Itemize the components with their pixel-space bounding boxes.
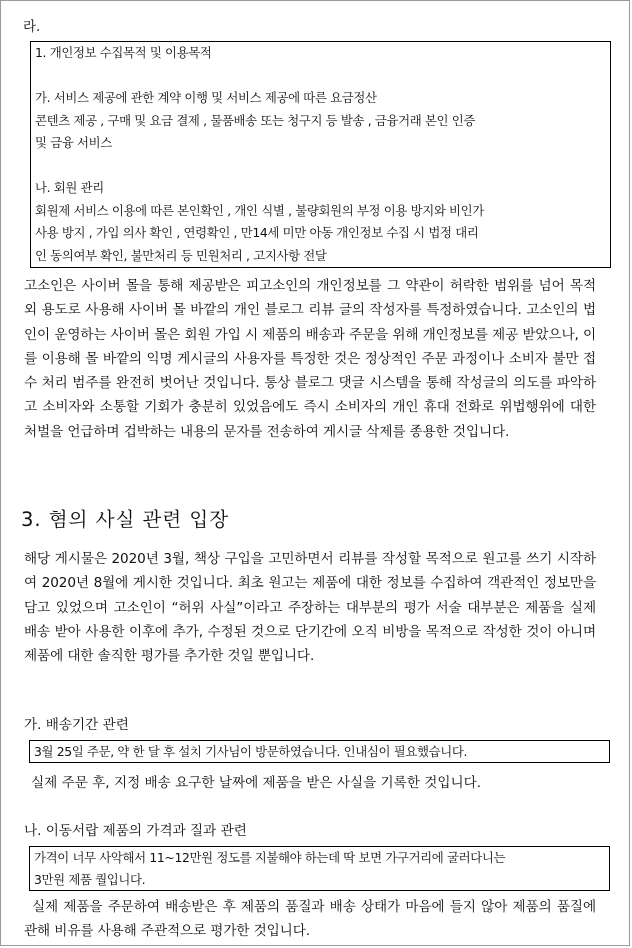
quote-line: 가격이 너무 사악해서 11~12만원 정도를 지불해야 하는데 딱 보면 가구거리에 굴러다니는	[34, 850, 506, 865]
box-line: 콘텐츠 제공 , 구매 및 요금 결제 , 물품배송 또는 청구지 등 발송 , 금융거래 본인 인증	[35, 112, 476, 128]
box-spacer	[35, 155, 606, 178]
delivery-explanation: 실제 주문 후, 지정 배송 요구한 날짜에 제품을 받은 사실을 기록한 것입니다.	[31, 775, 482, 791]
privacy-terms-box	[30, 41, 611, 268]
complaint-paragraph: 고소인은 사이버 몰을 통해 제공받은 피고소인의 개인정보를 그 약관이 허락한 범위를 넘어 목적 외 용도로 사용해 사이버 몰 바깥의 개인 블로그 리뷰 글의 작성자를 특정하였습니다. 고소인의 법인이 운영하는 사이버 몰은 회원 가입 시 제품의 배송과 주문을 위해 개인정보를 제공 받았으나, 이를 이용해 몰 바깥의 익명 게시글의 사용자를 특정한 것은 정상적인 주문 과정이나 소비자 불만 접수 처리 범주를 완전히 벗어난 것입니다. 통상 블로그 댓글 시스템을 통해 작성글의 의도를 파악하고 소비자와 소통할 기회가 충분히 있었음에도 즉시 소비자의 개인 휴대 전화로 위법행위에 대한 처벌을 언급하며 겁박하는 내용의 문자를 전송하여 게시글 삭제를 종용한 것입니다.	[24, 278, 596, 440]
box-line: 인 동의여부 확인, 불만처리 등 민원처리 , 고지사항 전달	[35, 247, 327, 263]
box-spacer	[35, 65, 606, 88]
quote-line: 3만원 제품 퀄입니다.	[34, 871, 146, 887]
section-heading: 3. 혐의 사실 관련 입장	[21, 508, 230, 531]
position-paragraph: 해당 게시물은 2020년 3월, 책상 구입을 고민하면서 리뷰를 작성할 목적으로 원고를 쓰기 시작하여 2020년 8월에 게시한 것입니다. 최초 원고는 제품에 대한 정보를 수집하여 객관적인 정보만을 담고 있었으며 고소인이 “허위 사실”이라고 주장하는 대부분의 평가 서술 대부분은 제품을 실제 배송 받아 사용한 이후에 추가, 수정된 것으로 단기간에 오직 비방을 목적으로 작성한 것이 아니며 제품에 대한 솔직한 평가를 추가한 것일 뿐입니다.	[24, 551, 596, 665]
price-explanation: 실제 제품을 주문하여 배송받은 후 제품의 품질과 배송 상태가 마음에 들지 않아 제품의 품질에 관해 비유를 사용해 주관적으로 평가한 것입니다.	[24, 899, 596, 940]
subsection-title-price: 나. 이동서랍 제품의 가격과 질과 관련	[24, 823, 247, 839]
box-line: 회원제 서비스 이용에 따른 본인확인 , 개인 식별 , 불량회원의 부정 이용 방지와 비인가	[35, 202, 484, 218]
quote-line: 3월 25일 주문, 약 한 달 후 설치 기사님이 방문하였습니다. 인내심이 필요했습니다.	[34, 744, 468, 759]
section-marker: 라.	[23, 19, 41, 35]
subsection-title-delivery: 가. 배송기간 관련	[24, 717, 129, 733]
price-quote-box	[29, 846, 610, 891]
box-line: 1. 개인정보 수집목적 및 이용목적	[35, 45, 212, 60]
box-line: 및 금융 서비스	[35, 135, 112, 150]
delivery-quote-box	[29, 740, 610, 763]
box-line: 사용 방지 , 가입 의사 확인 , 연령확인 , 만14세 미만 아동 개인정보 수집 시 법정 대리	[35, 225, 479, 240]
box-line: 가. 서비스 제공에 관한 계약 이행 및 서비스 제공에 따른 요금정산	[35, 90, 377, 105]
box-line: 나. 회원 관리	[35, 180, 104, 195]
